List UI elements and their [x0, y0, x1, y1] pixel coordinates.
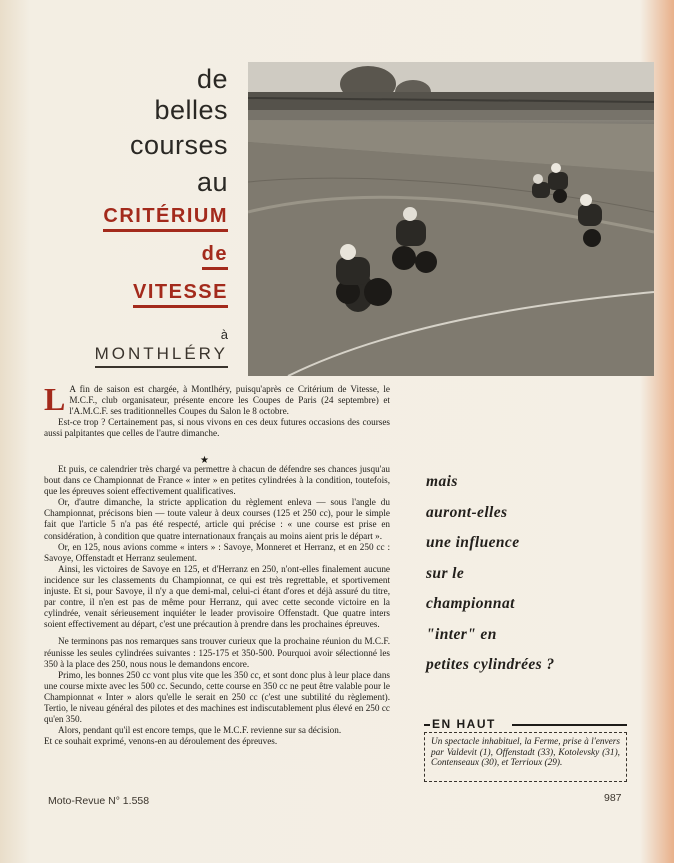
caption-box	[424, 732, 627, 782]
race-photo-drawing	[248, 62, 654, 376]
quote-line-7: petites cylindrées ?	[426, 656, 555, 673]
caption-rule-left	[424, 724, 430, 726]
quote-line-5: championnat	[426, 595, 515, 612]
title-line-de: de	[196, 64, 228, 94]
quote-line-1: mais	[426, 473, 458, 490]
title-de: de	[202, 243, 228, 270]
title-line-belles: belles	[154, 95, 228, 125]
title-place: MONTHLÉRY	[95, 344, 228, 368]
title-criterium: CRITÉRIUM	[103, 205, 228, 232]
article-p1: A fin de saison est chargée, à Montlhéry, puisqu'après ce Critérium de Vitesse, le M.C.F., club organisateur, présente encore les Coupes de Paris (24 septembre) et l'A.M.C.F. ses traditionnelles Coupes du Salon le 8 octobre.	[69, 384, 390, 417]
title-line-courses: courses	[129, 130, 228, 160]
quote-line-3: une influence	[426, 534, 520, 551]
title-vitesse: VITESSE	[133, 281, 228, 308]
article-p9: Alors, pendant qu'il est encore temps, que le M.C.F. revienne sur sa décision.	[58, 725, 342, 736]
article-p4: Or, d'autre dimanche, la stricte application du règlement enleva — sous l'angle du Championnat, précisons bien — toute valeur à deux courses (125 et 250 cc), pour le simple fait que l'article 5 n'a pas été respecté, article qui précise : « une course est prise en considération, à condition que quatre internationaux français au moins aient pris le départ ».	[44, 497, 390, 541]
race-photo	[248, 62, 654, 376]
article-body	[44, 464, 390, 747]
article-p5: Or, en 125, nous avions comme « inters » : Savoye, Monneret et Herranz, et en 250 cc : Savoye, Offenstadt et Herranz seulement.	[44, 541, 390, 563]
article-p3: Et puis, ce calendrier très chargé va permettre à chacun de défendre ses chances jusqu'au bout dans ce Championnat de France « inter » en petites cylindrées à la condition, toutefois, que les épreuves soient effectivement qualificatives.	[44, 464, 390, 497]
article-p7: Ne terminons pas nos remarques sans trouver curieux que la prochaine réunion du M.C.F. réunisse les seules cylindrées suivantes : 125-175 et 350-500. Pourquoi avoir sélectionné les 350 à la place des 250, nous nous le demandons encore.	[44, 636, 390, 669]
quote-line-2: auront-elles	[426, 503, 508, 521]
caption-heading: EN HAUT	[432, 717, 496, 731]
quote-line-6: "inter" en	[426, 625, 497, 643]
article-p2: Est-ce trop ? Certainement pas, si nous vivons en ces deux futures occasions des courses aussi palpitantes que celles de l'autre dimanche.	[44, 417, 390, 439]
dropcap: L	[44, 381, 66, 417]
article-intro	[44, 381, 390, 439]
title-a: à	[220, 327, 228, 342]
article-p8: Primo, les bonnes 250 cc vont plus vite que les 350 cc, et sont donc plus à leur place dans une course mixte avec les 500 cc. Secundo, cette course en 350 cc ne peut être valable pour le Championnat « Inter » alors qu'elle le serait en 250 cc (c'est une subtilité du règlement). Tertio, le niveau général des pilotes et des machines est indiscutablement plus élevé en 250 cc qu'en 350.	[44, 669, 390, 725]
footer-page-number: 987	[604, 792, 622, 804]
caption-text: Un spectacle inhabituel, la Ferme, prise à l'envers par Valdevit (1), Offenstadt (33), Kotolevsky (31), Contenseaux (30), et Terrioux (29).	[431, 737, 620, 769]
article-p6: Ainsi, les victoires de Savoye en 125, et d'Herranz en 250, n'ont-elles finalement aucune incidence sur les classements du Championnat, ce qui est très regrettable, et sportivement injuste. Et si, pour Savoye, il n'y a que demi-mal, celui-ci étant d'ores et déjà assuré du titre, par contre, il n'en est pas de même pour Herranz, qui avec cette seconde victoire en la cylindrée, venait sérieusement inquiéter le leader provisoire Offenstadt. Que quatre inters soient effectivement au départ, c'est une précaution à prendre dans les prochaines épreuves.	[44, 563, 390, 630]
quote-line-4: sur le	[426, 564, 465, 582]
pull-quote	[426, 467, 636, 681]
article-p10: Et ce souhait exprimé, venons-en au déroulement des épreuves.	[44, 736, 278, 747]
footer-publication: Moto-Revue N° 1.558	[48, 795, 150, 807]
caption-rule-right	[512, 724, 627, 726]
title-line-au: au	[196, 167, 228, 197]
section-star: ★	[200, 455, 209, 466]
